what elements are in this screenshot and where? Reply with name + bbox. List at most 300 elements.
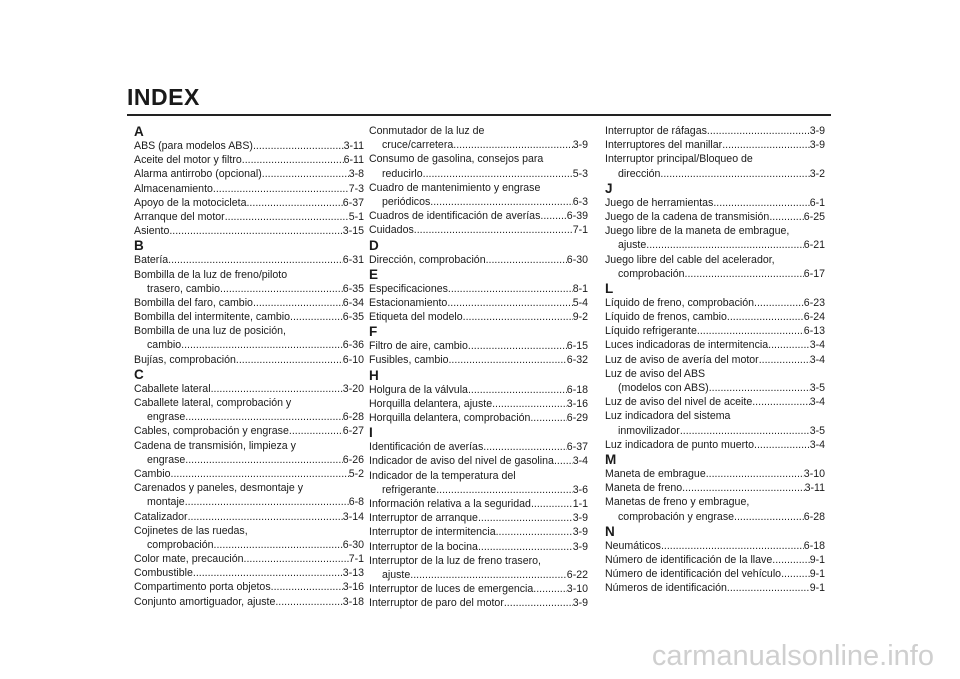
page-number: 6-35 — [342, 282, 364, 295]
entry-text: Bombilla de la luz de freno/piloto — [134, 268, 288, 281]
entry-line-start — [369, 152, 588, 166]
index-entry — [605, 310, 825, 324]
entry-text: Interruptor principal/Bloqueo de — [605, 153, 753, 166]
entry-text: Identificación de averías — [369, 441, 484, 454]
page-number: 3-8 — [348, 168, 364, 181]
index-entry — [134, 167, 364, 181]
section-letter: A — [134, 124, 144, 139]
section-letter: M — [605, 451, 617, 467]
entry-line — [134, 453, 364, 467]
entry-line — [369, 310, 588, 324]
entry-line — [369, 209, 588, 223]
dot-leader — [759, 353, 810, 367]
index-entry — [134, 396, 364, 424]
entry-text: Maneta de freno — [605, 482, 683, 495]
page-number: 3-5 — [809, 424, 825, 437]
entry-text: Conmutador de la luz de — [369, 125, 485, 137]
entry-text: dirección — [618, 167, 661, 180]
page-number: 3-5 — [809, 382, 825, 394]
page-number: 3-9 — [809, 139, 825, 152]
entry-text: comprobación y engrase — [618, 510, 735, 523]
dot-leader — [423, 167, 573, 181]
page-number: 3-4 — [809, 438, 825, 451]
entry-line — [605, 296, 825, 310]
entry-line — [605, 481, 825, 495]
entry-line — [369, 483, 588, 497]
page-number: 6-13 — [803, 325, 825, 338]
index-entry — [369, 497, 588, 511]
entry-text: Interruptor de la bocina — [369, 540, 478, 553]
entry-text: Interruptor de luces de emergencia — [369, 583, 534, 596]
index-column-1 — [134, 124, 364, 609]
dot-leader — [707, 124, 810, 138]
index-entry — [134, 382, 364, 396]
dot-leader — [253, 296, 343, 310]
dot-leader — [772, 553, 809, 567]
entry-line — [134, 353, 364, 367]
index-entry — [369, 440, 588, 454]
dot-leader — [220, 282, 343, 296]
entry-text: Cuadros de identificación de averías — [369, 210, 541, 223]
index-entry — [369, 152, 588, 180]
index-entry — [134, 510, 364, 524]
dot-leader — [734, 510, 804, 524]
index-entry — [369, 540, 588, 554]
entry-line-start — [369, 124, 588, 138]
entry-text: Manetas de freno y embrague, — [605, 496, 750, 509]
entry-line — [134, 510, 364, 524]
entry-text: Maneta de embrague — [605, 467, 706, 480]
index-entry — [134, 153, 364, 167]
section-letter: N — [605, 523, 615, 539]
section-letter: B — [134, 238, 144, 254]
dot-leader — [181, 338, 343, 352]
entry-line — [369, 296, 588, 310]
entry-text: cambio — [147, 339, 182, 352]
page-number: 9-1 — [809, 568, 825, 581]
page-number: 3-11 — [343, 140, 364, 152]
entry-line — [605, 467, 825, 481]
entry-text: Juego libre del cable del acelerador, — [605, 253, 775, 266]
entry-line — [369, 511, 588, 525]
dot-leader — [214, 538, 343, 552]
entry-text: Cables, comprobación y engrase — [134, 425, 289, 438]
index-entry — [369, 454, 588, 468]
entry-text: engrase — [147, 411, 186, 424]
entry-line — [605, 338, 825, 352]
entry-line — [369, 540, 588, 554]
dot-leader — [752, 395, 809, 409]
dot-leader — [754, 296, 804, 310]
dot-leader — [697, 324, 804, 338]
entry-line — [134, 338, 364, 352]
page-number: 6-26 — [342, 453, 364, 466]
entry-line-start — [134, 481, 364, 495]
entry-line — [134, 495, 364, 509]
page-number: 6-31 — [342, 254, 364, 267]
entry-line — [605, 210, 825, 224]
entry-text: Interruptor de arranque — [369, 512, 478, 525]
page-number: 3-11 — [804, 482, 825, 495]
dot-leader — [682, 481, 804, 495]
page-title: INDEX — [127, 84, 200, 110]
entry-text: Luz de aviso de avería del motor — [605, 353, 759, 366]
entry-text: Compartimento porta objetos — [134, 581, 271, 594]
entry-line — [369, 440, 588, 454]
dot-leader — [496, 525, 573, 539]
entry-text: Interruptor de paro del motor — [369, 597, 504, 610]
entry-line — [369, 596, 588, 610]
entry-line — [134, 224, 364, 238]
entry-text: Indicador de la temperatura del — [369, 469, 516, 482]
entry-text: Caballete lateral — [134, 382, 211, 395]
dot-leader — [271, 580, 343, 594]
page-number: 6-27 — [342, 425, 364, 438]
entry-line-start — [605, 495, 825, 509]
page-number: 1-1 — [572, 497, 588, 510]
dot-leader — [660, 167, 809, 181]
dot-leader — [646, 238, 804, 252]
index-entry — [134, 580, 364, 594]
entry-text: refrigerante — [382, 483, 437, 496]
dot-leader — [680, 424, 810, 438]
dot-leader — [453, 138, 572, 152]
index-entry — [605, 124, 825, 138]
page-number: 7-1 — [348, 553, 364, 566]
entry-line-start — [134, 324, 364, 338]
index-entry — [369, 383, 588, 397]
page-number: 3-16 — [342, 581, 364, 594]
entry-line-start — [605, 224, 825, 238]
dot-leader — [193, 566, 343, 580]
dot-leader — [463, 310, 573, 324]
page-number: 7-1 — [572, 224, 588, 237]
entry-line — [134, 296, 364, 310]
index-entry — [369, 554, 588, 582]
index-entry — [605, 481, 825, 495]
page-number: 6-29 — [566, 412, 588, 424]
page-number: 6-28 — [803, 510, 825, 523]
page-number: 6-1 — [809, 196, 825, 209]
entry-line-start — [369, 181, 588, 195]
entry-line — [134, 139, 364, 153]
index-entry — [134, 210, 364, 224]
page-number: 9-1 — [809, 582, 825, 595]
entry-text: Número de identificación de la llave — [605, 553, 773, 566]
entry-line — [134, 210, 364, 224]
page-number: 6-21 — [803, 239, 825, 252]
index-entry — [134, 595, 364, 609]
index-entry — [369, 339, 588, 353]
index-entry — [369, 397, 588, 411]
index-entry — [369, 469, 588, 497]
entry-line — [134, 552, 364, 566]
page-number: 6-15 — [566, 340, 588, 353]
index-entry — [134, 310, 364, 324]
index-column-2 — [369, 124, 588, 610]
entry-line-start — [369, 469, 588, 483]
page-number: 6-30 — [342, 538, 364, 551]
entry-line — [134, 196, 364, 210]
entry-line — [605, 196, 825, 210]
dot-leader — [478, 511, 573, 525]
dot-leader — [478, 540, 573, 554]
index-entry — [605, 581, 825, 595]
dot-leader — [211, 382, 343, 396]
page-number: 9-2 — [572, 311, 588, 324]
page-number: 3-9 — [572, 597, 588, 610]
index-entry — [134, 566, 364, 580]
entry-line — [605, 353, 825, 367]
page-number: 3-9 — [809, 125, 825, 137]
index-entry — [369, 282, 588, 296]
dot-leader — [483, 440, 567, 454]
entry-line — [605, 124, 825, 138]
page-number: 3-4 — [809, 339, 825, 352]
page-number: 6-11 — [343, 154, 364, 167]
entry-text: Luz de aviso del ABS — [605, 367, 706, 380]
page-number: 6-36 — [342, 339, 364, 352]
dot-leader — [468, 339, 567, 353]
entry-line — [369, 411, 588, 425]
index-entry — [369, 124, 588, 152]
entry-line — [605, 581, 825, 595]
index-entry — [134, 253, 364, 267]
entry-line — [134, 424, 364, 438]
page-number: 5-3 — [572, 167, 588, 180]
page-number: 6-24 — [803, 311, 825, 324]
entry-line — [369, 454, 588, 468]
page-number: 3-16 — [566, 397, 588, 410]
dot-leader — [504, 596, 573, 610]
page-number: 3-20 — [342, 382, 364, 395]
entry-text: Arranque del motor — [134, 210, 225, 223]
entry-line-start — [605, 253, 825, 267]
entry-line — [134, 580, 364, 594]
entry-line — [605, 167, 825, 181]
page-number: 7-3 — [348, 182, 364, 195]
page-number: 5-1 — [348, 210, 364, 223]
section-letter: F — [369, 324, 378, 340]
entry-line — [605, 310, 825, 324]
entry-line — [369, 582, 588, 596]
entry-text: trasero, cambio — [147, 282, 221, 295]
entry-line-start — [369, 554, 588, 568]
entry-line — [369, 397, 588, 411]
entry-line-start — [134, 268, 364, 282]
index-entry — [134, 353, 364, 367]
page-number: 6-18 — [566, 383, 588, 396]
entry-line — [605, 424, 825, 438]
entry-text: Asiento — [134, 225, 170, 238]
entry-line — [134, 538, 364, 552]
entry-line — [134, 282, 364, 296]
entry-line — [134, 310, 364, 324]
page-number: 6-37 — [566, 441, 588, 454]
page-number: 3-9 — [572, 139, 588, 152]
dot-leader — [781, 567, 810, 581]
entry-line — [605, 510, 825, 524]
index-entry — [605, 324, 825, 338]
title-rule — [127, 114, 831, 116]
index-entry — [369, 411, 588, 425]
index-entry — [605, 196, 825, 210]
page-number: 3-4 — [809, 353, 825, 366]
entry-text: Luz de aviso del nivel de aceite — [605, 396, 753, 409]
entry-text: Bujías, comprobación — [134, 353, 236, 366]
entry-text: Estacionamiento — [369, 296, 448, 309]
index-entry — [134, 324, 364, 352]
dot-leader — [769, 210, 803, 224]
dot-leader — [275, 595, 342, 609]
section-letter: J — [605, 180, 613, 196]
index-entry — [369, 596, 588, 610]
entry-text: Conjunto amortiguador, ajuste — [134, 595, 276, 608]
entry-text: Especificaciones — [369, 282, 448, 295]
entry-text: engrase — [147, 453, 186, 466]
entry-line — [605, 395, 825, 409]
dot-leader — [185, 495, 349, 509]
entry-line — [369, 195, 588, 209]
dot-leader — [414, 223, 573, 237]
dot-leader — [768, 338, 810, 352]
dot-leader — [236, 353, 343, 367]
entry-text: Catalizador — [134, 510, 188, 523]
dot-leader — [540, 209, 566, 223]
entry-text: comprobación — [618, 267, 685, 280]
entry-line — [134, 253, 364, 267]
dot-leader — [188, 510, 343, 524]
entry-text: Cadena de transmisión, limpieza y — [134, 439, 296, 452]
dot-leader — [448, 282, 573, 296]
index-entry — [134, 524, 364, 552]
entry-text: Horquilla delantera, ajuste — [369, 397, 493, 410]
dot-leader — [486, 253, 567, 267]
entry-line — [369, 339, 588, 353]
index-entry — [605, 353, 825, 367]
index-entry — [134, 182, 364, 196]
index-entry — [134, 296, 364, 310]
entry-text: ajuste — [618, 239, 647, 252]
dot-leader — [225, 210, 349, 224]
entry-line — [369, 383, 588, 397]
entry-line — [369, 568, 588, 582]
index-entry — [605, 253, 825, 281]
entry-line — [134, 167, 364, 181]
dot-leader — [185, 410, 343, 424]
dot-leader — [554, 454, 573, 468]
index-entry — [605, 438, 825, 452]
index-entry — [605, 367, 825, 395]
page-number: 3-10 — [566, 583, 588, 596]
index-entry — [605, 553, 825, 567]
index-entry — [134, 481, 364, 509]
index-entry — [369, 253, 588, 267]
section-letter: D — [369, 237, 379, 253]
entry-text: cruce/carretera — [382, 139, 454, 152]
entry-text: Consumo de gasolina, consejos para — [369, 153, 544, 166]
entry-text: inmovilizador — [618, 424, 680, 437]
index-entry — [134, 439, 364, 467]
section-letter: E — [369, 266, 379, 282]
page-number: 3-13 — [342, 567, 364, 580]
entry-line — [605, 438, 825, 452]
index-entry — [605, 495, 825, 523]
entry-line — [369, 282, 588, 296]
page-number: 3-6 — [572, 483, 588, 496]
index-entry — [605, 338, 825, 352]
index-entry — [605, 409, 825, 437]
entry-text: Fusibles, cambio — [369, 354, 449, 367]
index-entry — [369, 296, 588, 310]
entry-text: Neumáticos — [605, 539, 661, 552]
entry-line — [369, 223, 588, 237]
entry-line-start — [605, 409, 825, 423]
page-number: 6-10 — [342, 353, 364, 366]
entry-line-start — [134, 439, 364, 453]
index-entry — [369, 353, 588, 367]
index-entry — [134, 139, 364, 153]
index-entry — [369, 223, 588, 237]
section-letter: L — [605, 280, 614, 296]
index-entry — [605, 395, 825, 409]
entry-text: reducirlo — [382, 167, 423, 180]
entry-line-start — [134, 396, 364, 410]
index-entry — [369, 310, 588, 324]
index-entry — [605, 152, 825, 180]
entry-text: Luz indicadora de punto muerto — [605, 438, 755, 451]
entry-line-start — [605, 152, 825, 166]
dot-leader — [410, 568, 567, 582]
entry-text: Combustible — [134, 567, 193, 580]
entry-line — [605, 238, 825, 252]
index-entry — [134, 224, 364, 238]
entry-line — [369, 497, 588, 511]
dot-leader — [185, 453, 343, 467]
entry-text: Números de identificación — [605, 582, 727, 595]
entry-text: Número de identificación del vehículo — [605, 568, 782, 581]
entry-text: Etiqueta del modelo — [369, 311, 463, 324]
entry-line — [605, 381, 825, 395]
entry-text: Juego de la cadena de transmisión — [605, 210, 770, 223]
entry-text: Información relativa a la seguridad — [369, 497, 531, 510]
entry-line — [605, 267, 825, 281]
index-entry — [369, 525, 588, 539]
index-entry — [605, 224, 825, 252]
page-number: 6-23 — [803, 296, 825, 309]
dot-leader — [533, 582, 567, 596]
entry-line — [605, 138, 825, 152]
index-entry — [134, 196, 364, 210]
page-number: 3-9 — [572, 540, 588, 553]
dot-leader — [709, 381, 810, 395]
dot-leader — [253, 139, 344, 153]
entry-text: ajuste — [382, 568, 411, 581]
entry-line-start — [134, 524, 364, 538]
dot-leader — [727, 581, 810, 595]
entry-text: Luz indicadora del sistema — [605, 410, 731, 423]
entry-text: Carenados y paneles, desmontaje y — [134, 482, 304, 495]
page-number: 6-28 — [342, 411, 364, 424]
entry-line-start — [605, 367, 825, 381]
dot-leader — [244, 552, 349, 566]
dot-leader — [213, 182, 349, 196]
entry-text: Indicador de aviso del nivel de gasolina — [369, 455, 554, 468]
section-letter: H — [369, 367, 379, 383]
dot-leader — [661, 539, 804, 553]
index-entry — [605, 138, 825, 152]
page-number: 3-9 — [572, 512, 588, 525]
